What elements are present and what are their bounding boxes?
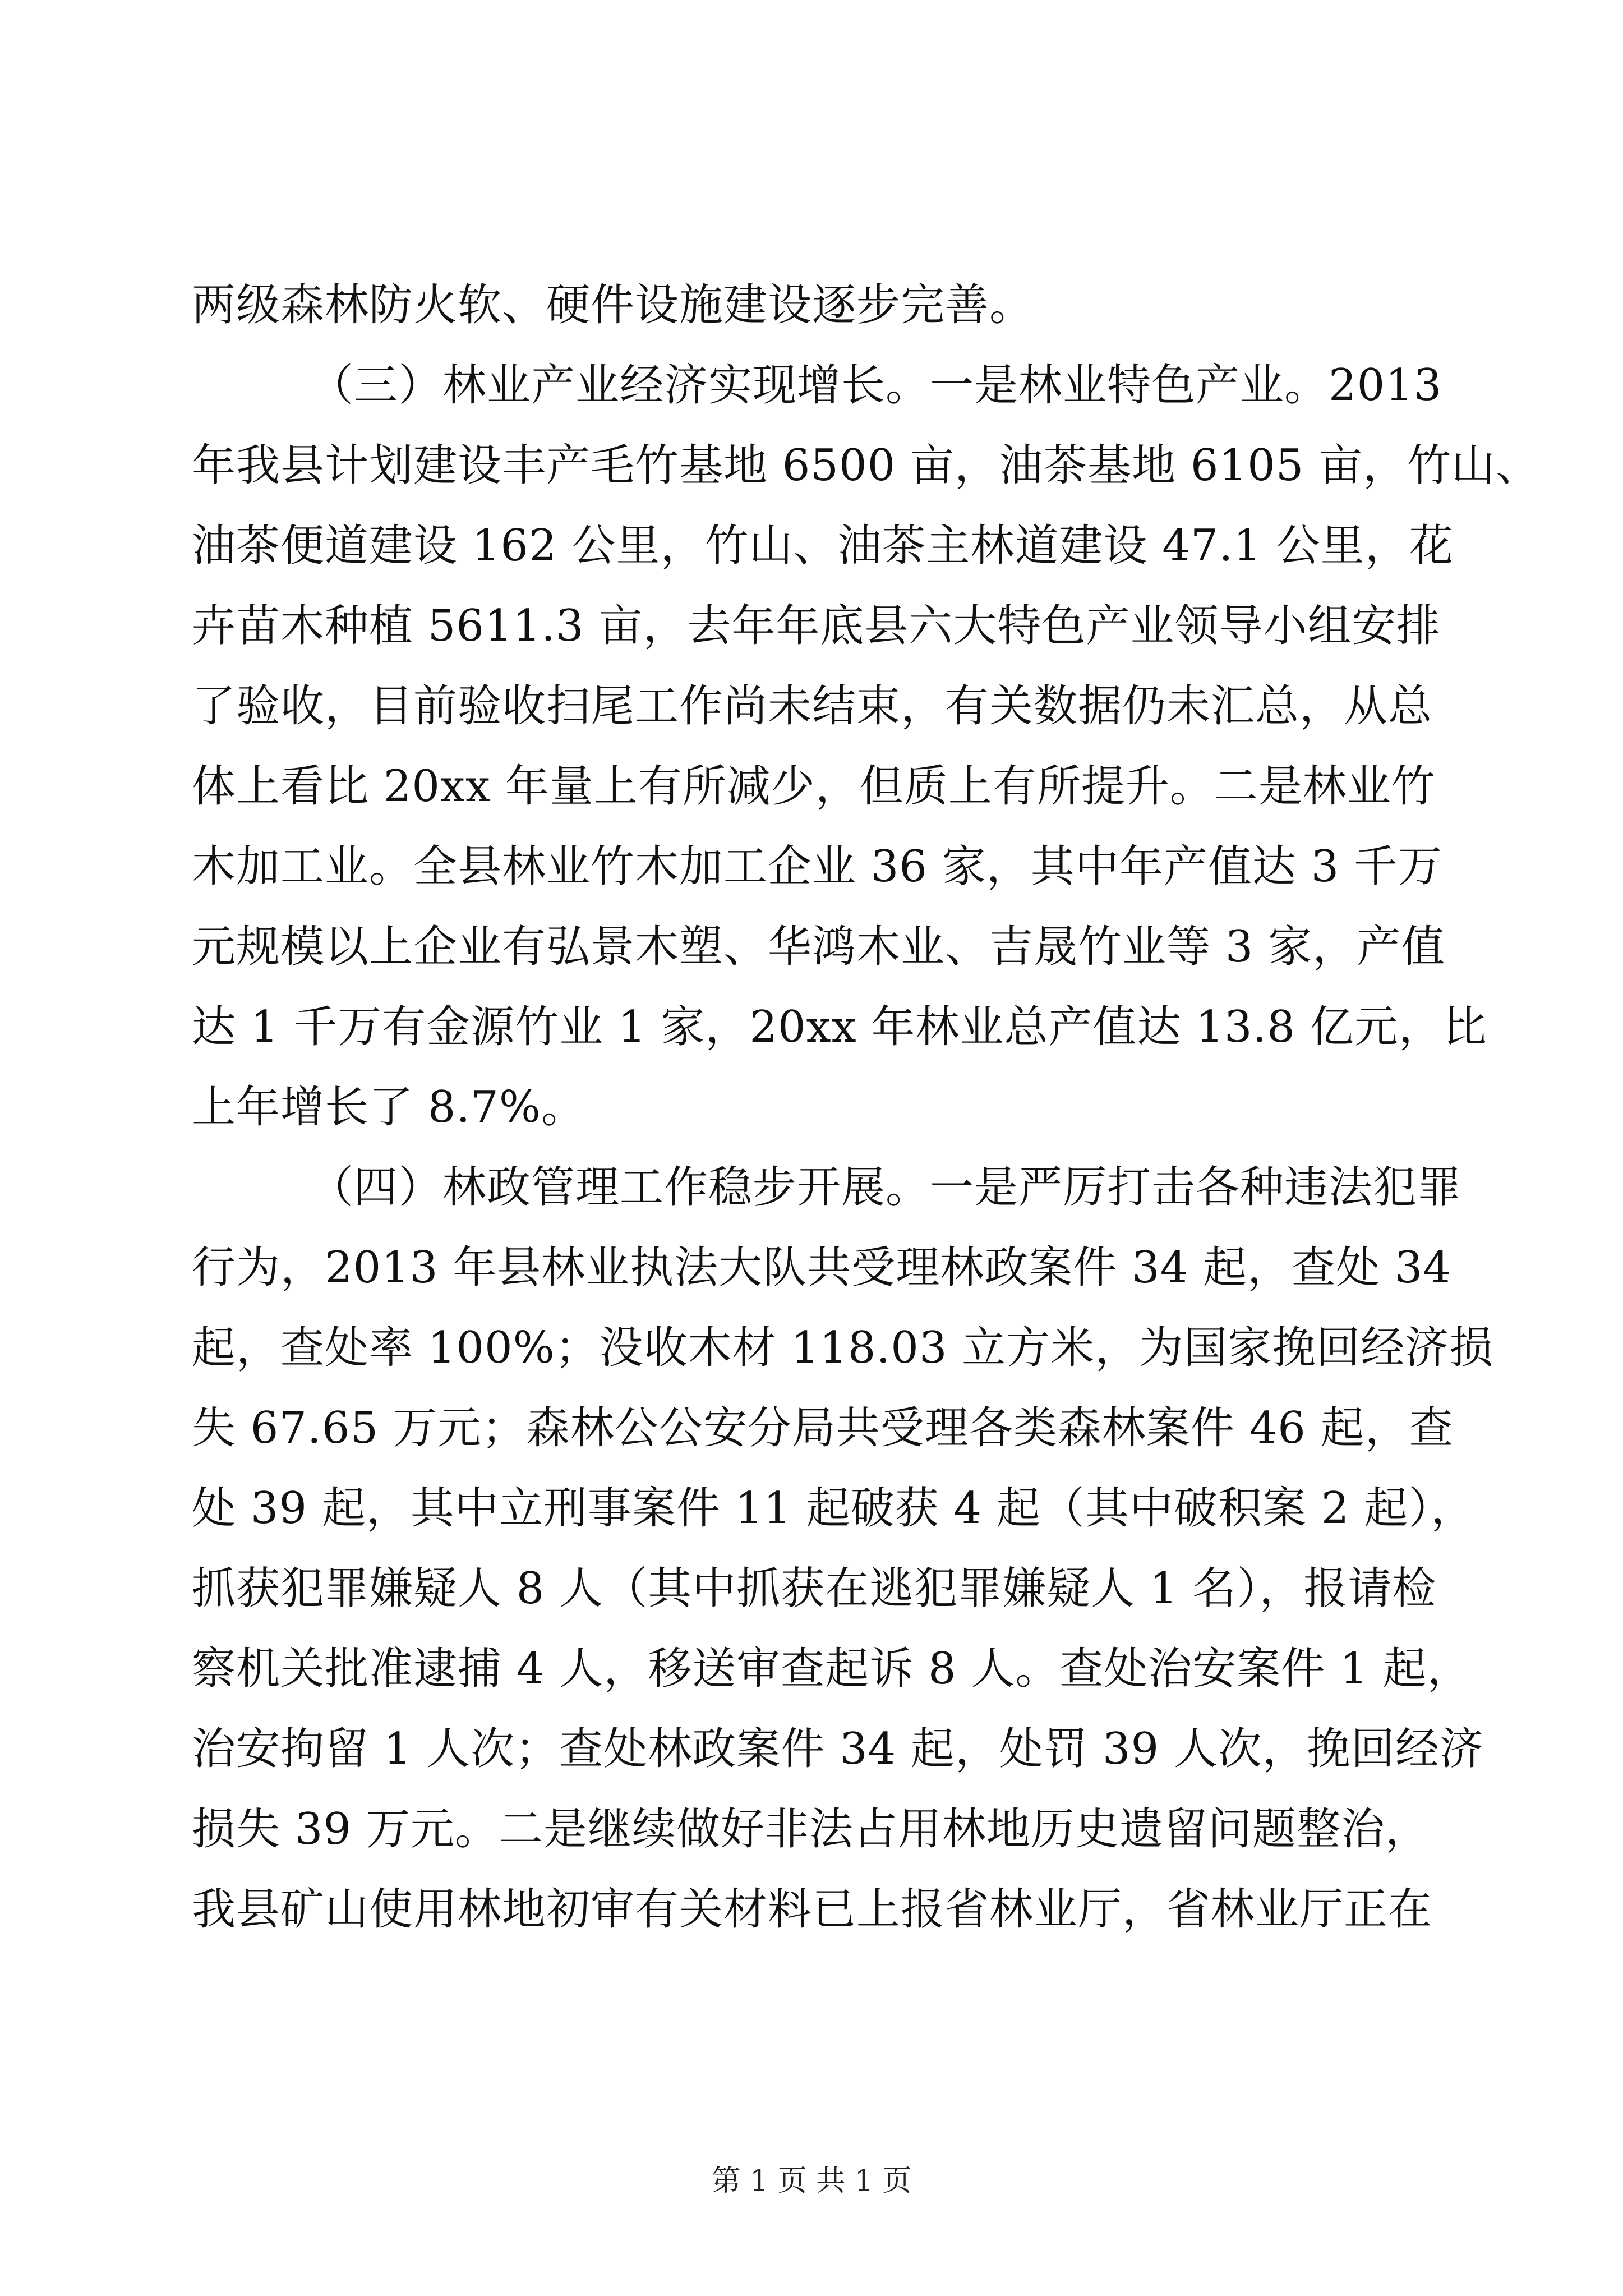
text-line: 体上看比 20xx 年量上有所减少，但质上有所提升。二是林业竹 (192, 761, 1436, 812)
text-line: 察机关批准逮捕 4 人，移送审查起诉 8 人。查处治安案件 1 起， (192, 1644, 1472, 1694)
text-line: 元规模以上企业有弘景木塑、华鸿木业、吉晟竹业等 3 家，产值 (192, 922, 1446, 972)
text-line: 起，查处率 100%；没收木材 118.03 立方米，为国家挽回经济损 (192, 1323, 1494, 1373)
text-line: 达 1 千万有金源竹业 1 家，20xx 年林业总产值达 13.8 亿元，比 (192, 1002, 1487, 1052)
document-body (192, 265, 1541, 1950)
text-line: 木加工业。全县林业竹木加工企业 36 家，其中年产值达 3 千万 (192, 841, 1443, 892)
text-line: 我县矿山使用林地初审有关材料已上报省林业厅，省林业厅正在 (192, 1884, 1433, 1935)
text-line: 油茶便道建设 162 公里，竹山、油茶主林道建设 47.1 公里，花 (192, 521, 1454, 571)
text-line: 治安拘留 1 人次；查处林政案件 34 起，处罚 39 人次，挽回经济 (192, 1724, 1484, 1774)
text-line: 两级森林防火软、硬件设施建设逐步完善。 (192, 280, 1034, 330)
text-line: 抓获犯罪嫌疑人 8 人（其中抓获在逃犯罪嫌疑人 1 名），报请检 (192, 1563, 1437, 1614)
text-line: 失 67.65 万元；森林公公安分局共受理各类森林案件 46 起，查 (192, 1403, 1454, 1453)
text-line: 卉苗木种植 5611.3 亩，去年年底县六大特色产业领导小组安排 (192, 601, 1441, 651)
text-line: 处 39 起，其中立刑事案件 11 起破获 4 起（其中破积案 2 起）， (192, 1483, 1476, 1534)
text-line: 行为，2013 年县林业执法大队共受理林政案件 34 起，查处 34 (192, 1243, 1452, 1293)
text-line: （三）林业产业经济实现增长。一是林业特色产业。2013 (310, 360, 1442, 411)
text-line: （四）林政管理工作稳步开展。一是严厉打击各种违法犯罪 (310, 1162, 1462, 1213)
text-line: 上年增长了 8.7%。 (192, 1082, 585, 1133)
text-line: 损失 39 万元。二是继续做好非法占用林地历史遗留问题整治， (192, 1804, 1430, 1855)
text-line: 了验收，目前验收扫尾工作尚未结束，有关数据仍未汇总，从总 (192, 681, 1433, 731)
page-footer: 第 1 页 共 1 页 (711, 2164, 912, 2198)
text-line: 年我县计划建设丰产毛竹基地 6500 亩，油茶基地 6105 亩，竹山、 (192, 440, 1541, 491)
